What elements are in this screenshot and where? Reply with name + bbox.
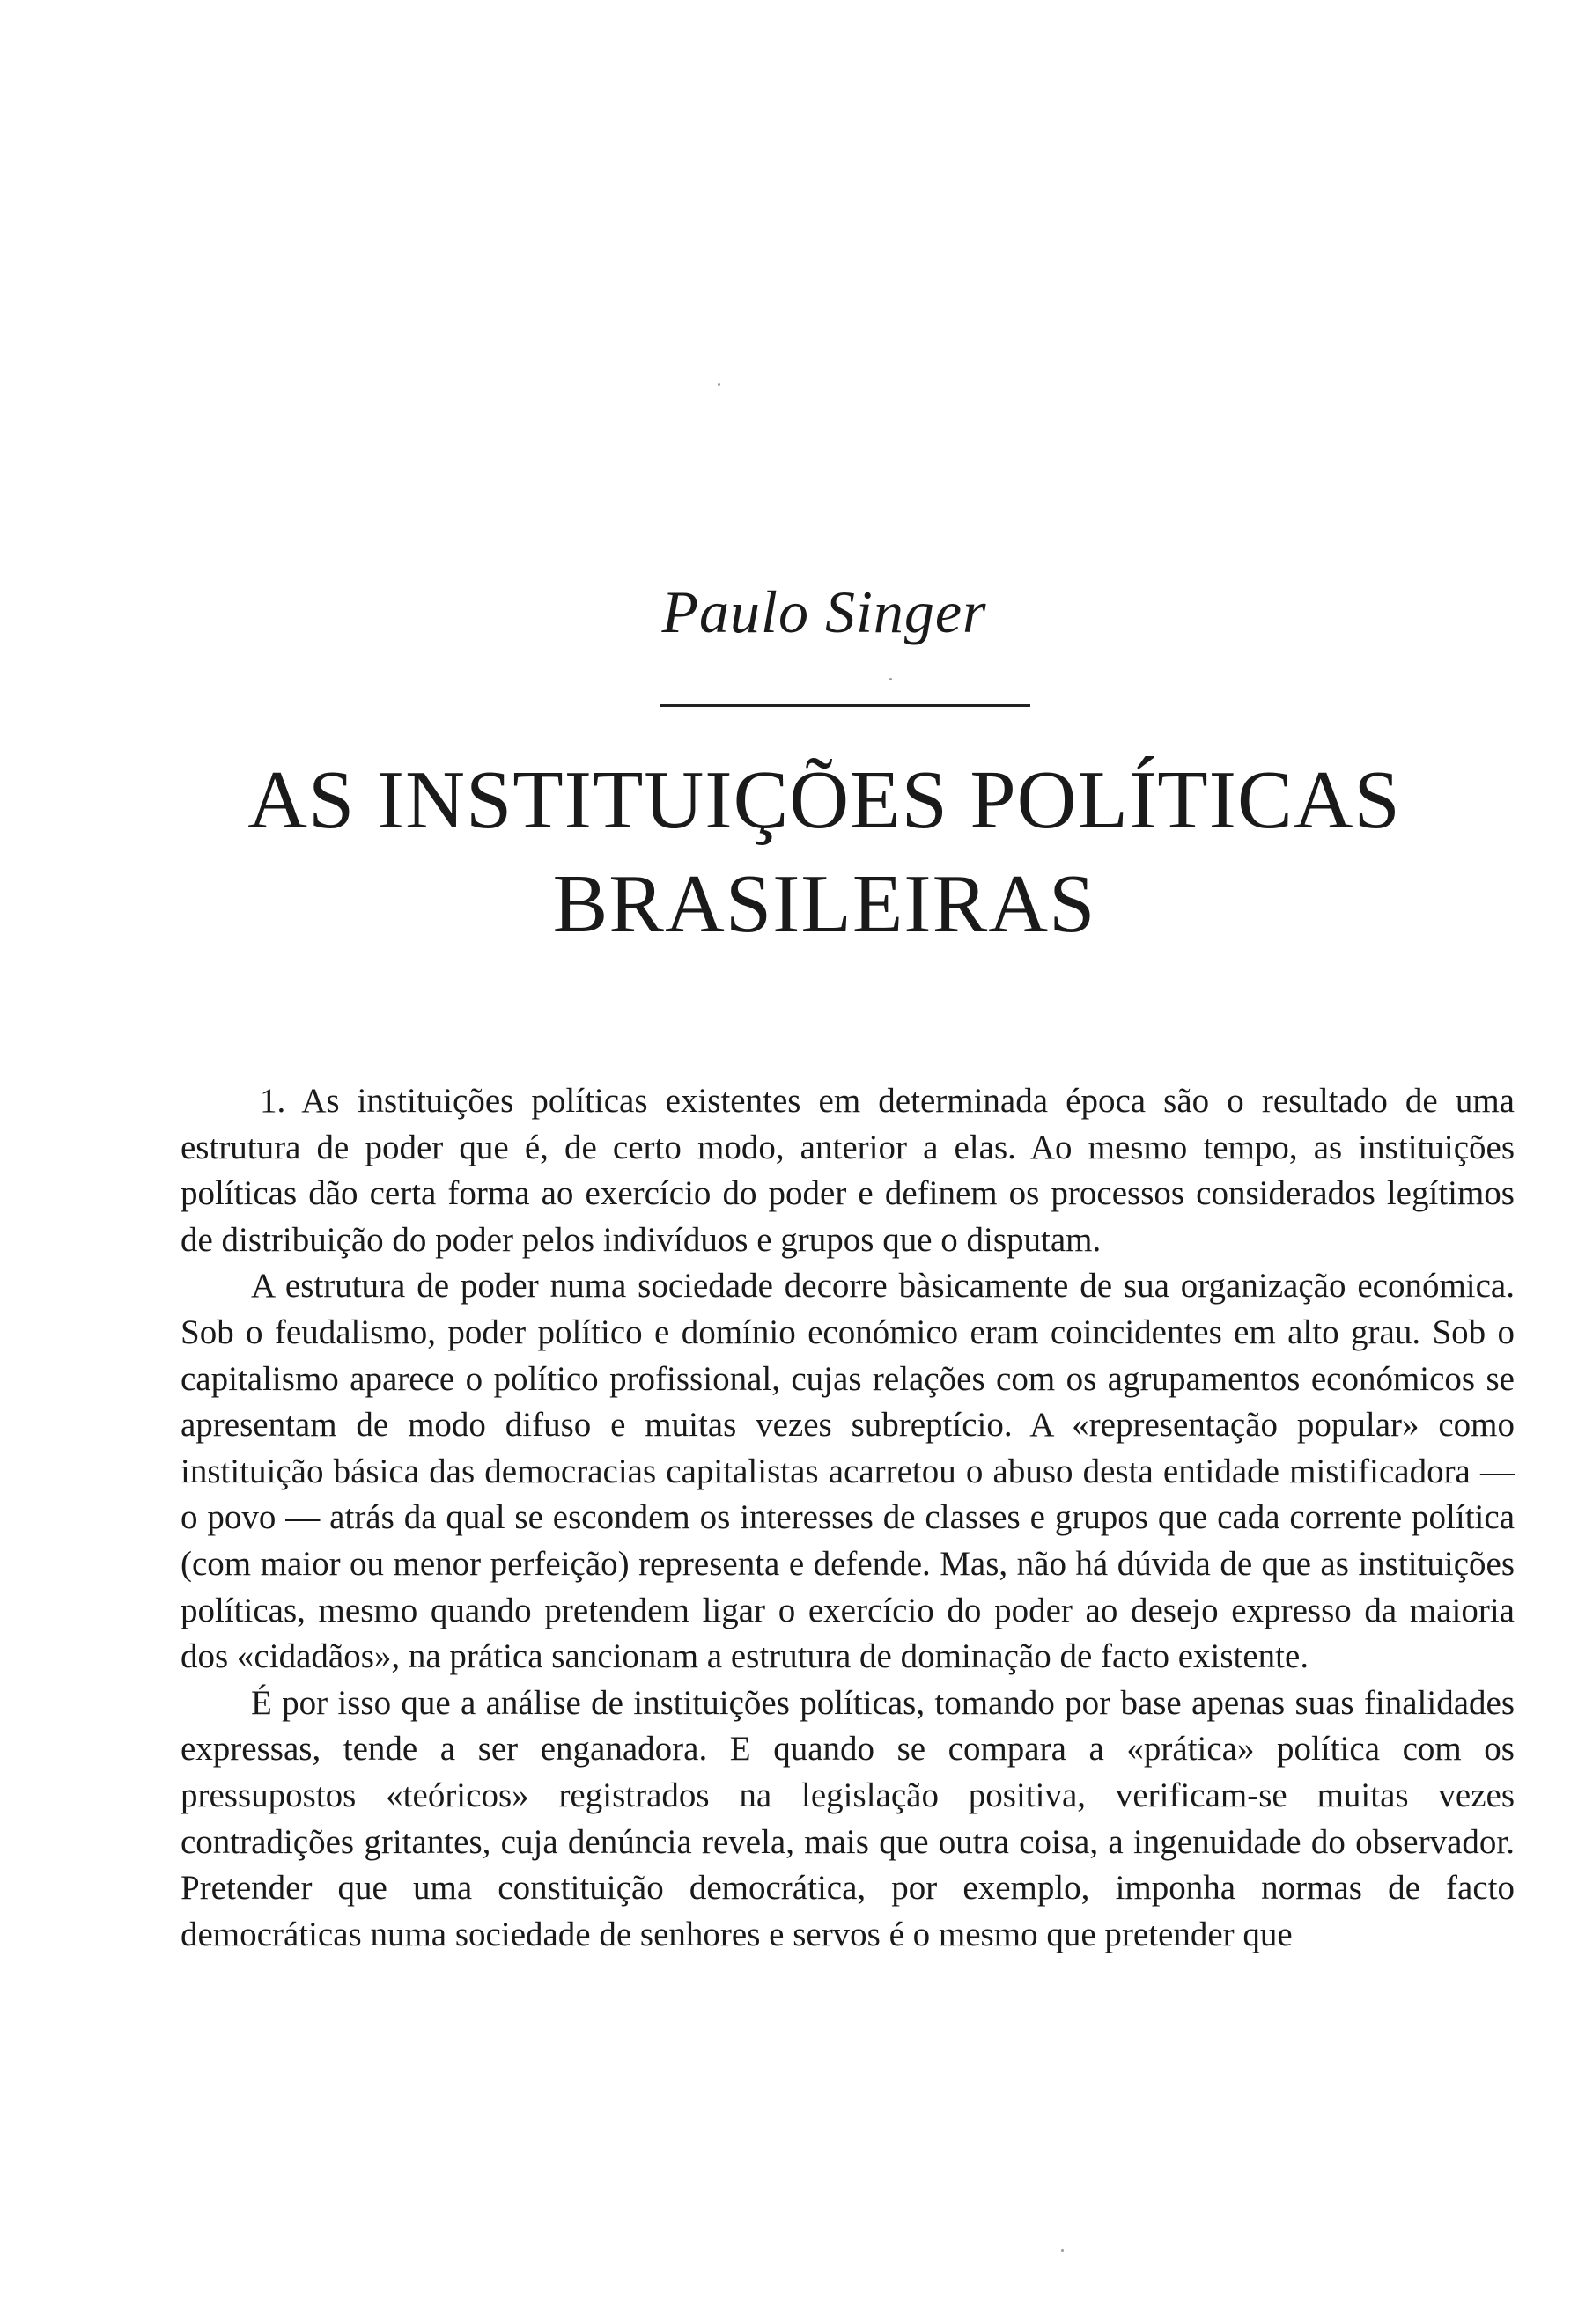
body-text (181, 1078, 1515, 1958)
article-title-line-1: AS INSTITUIÇÕES POLÍTICAS (247, 754, 1401, 846)
article-title-line-2: BRASILEIRAS (552, 858, 1096, 950)
author-name: Paulo Singer (661, 578, 987, 645)
scan-speck (889, 678, 892, 680)
scan-speck (718, 383, 720, 386)
article-title (0, 748, 1578, 956)
paragraph-3: É por isso que a análise de instituições políticas, tomando por base apenas suas finalidades expressas, tende a ser enganadora. E quando se compara a «prática» política com os pressupostos «teóricos» registrados na legislação positiva, verificam-se muitas vezes contradições gritantes, cuja denúncia revela, mais que outra coisa, a ingenuidade do observador. Pretender que uma constituição democrática, por exemplo, imponha normas de facto democráticas numa sociedade de senhores e servos é o mesmo que pretender que (181, 1683, 1515, 1953)
paragraph-2: A estrutura de poder numa sociedade decorre bàsicamente de sua organização económica. Sob o feudalismo, poder político e domínio económico eram coincidentes em alto grau. Sob o capitalismo aparece o político profissional, cujas relações com os agrupamentos económicos se apresentam de modo difuso e muitas vezes subreptício. A «representação popular» como instituição básica das democracias capitalistas acarretou o abuso desta entidade mistificadora — o povo — atrás da qual se escondem os interesses de classes e grupos que cada corrente política (com maior ou menor perfeição) representa e defende. Mas, não há dúvida de que as instituições políticas, mesmo quando pretendem ligar o exercício do poder ao desejo expresso da maioria dos «cidadãos», na prática sancionam a estrutura de dominação de facto existente. (181, 1267, 1515, 1676)
scan-speck (1061, 2249, 1064, 2252)
title-divider (660, 704, 1030, 707)
paragraph-1: 1. As instituições políticas existentes em determinada época são o resultado de uma estrutura de poder que é, de certo modo, anterior a elas. Ao mesmo tempo, as instituições políticas dão certa forma ao exercício do poder e definem os processos considerados legítimos de distribuição do poder pelos indivíduos e grupos que o disputam. (181, 1082, 1515, 1259)
